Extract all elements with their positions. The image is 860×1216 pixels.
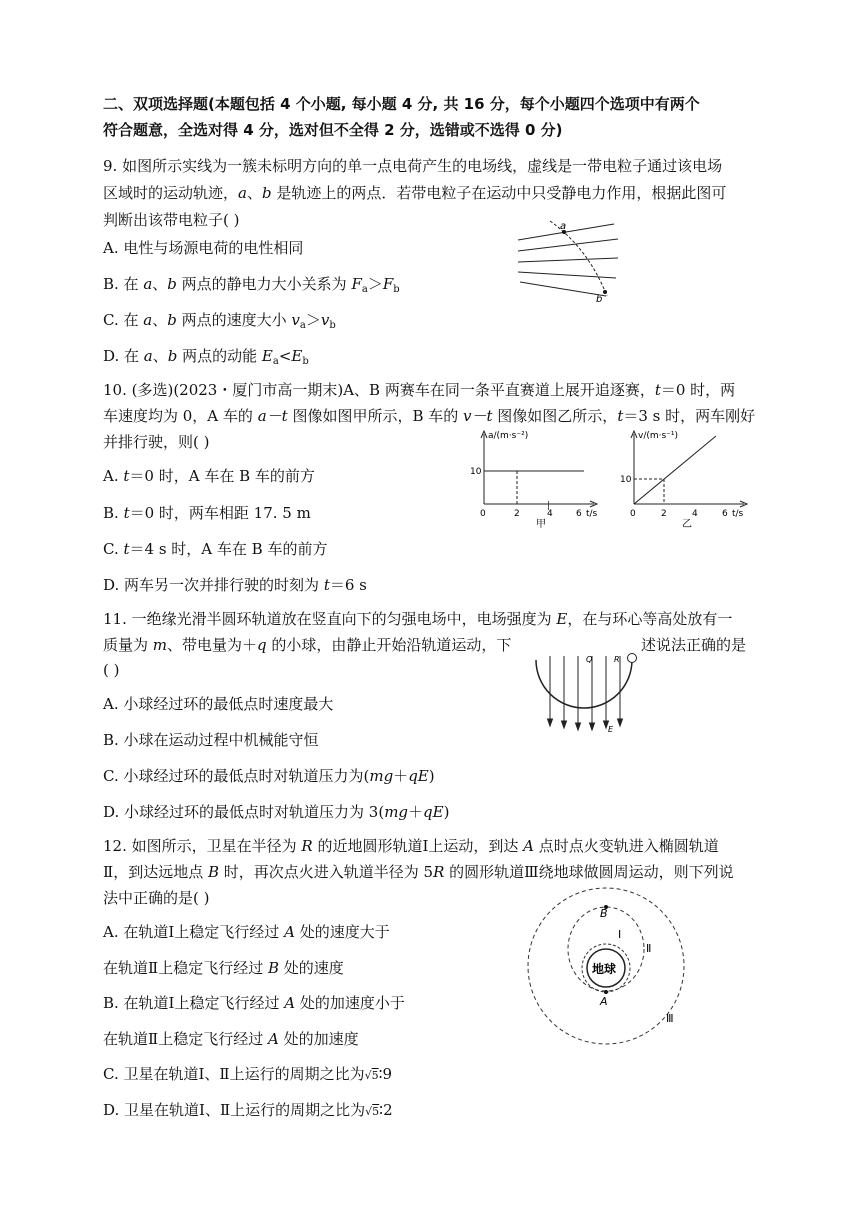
q12-option-c: C. 卫星在轨道Ⅰ、Ⅱ上运行的周期之比为√5∶9 [103, 1065, 393, 1083]
graph-a-xlabel: t/s [586, 509, 598, 519]
point-b-dot [603, 290, 607, 294]
ball [628, 654, 637, 663]
fig-label-orbit-i: Ⅰ [618, 928, 622, 941]
q10-option-c: C. t＝4 s 时，A 车在 B 车的前方 [103, 540, 328, 558]
field-line-5 [520, 282, 606, 296]
q9-stem-line3: 判断出该带电粒子( ) [103, 211, 240, 229]
fig-label-r: R [614, 655, 620, 664]
fig-label-b: B [600, 907, 608, 920]
q11-stem-line3: ( ) [103, 661, 120, 679]
q12-orbit-diagram [526, 902, 696, 1028]
q11-stem-line2-tail: 述说法正确的是 [641, 636, 747, 654]
q10-option-d: D. 两车另一次并排行驶的时刻为 t＝6 s [103, 576, 367, 594]
q10-stem-line2: 车速度均为 0，A 车的 a－t 图像如图甲所示，B 车的 v－t 图像如图乙所示，t＝3 s 时，两车刚好 [103, 407, 756, 425]
graph-v-xlabel: t/s [732, 509, 744, 519]
q11-stem-line2: 质量为 m、带电量为＋q 的小球，由静止开始沿轨道运动，下 [103, 636, 512, 654]
q12-stem-line1: 12. 如图所示，卫星在半径为 R 的近地圆形轨道Ⅰ上运动，到达 A 点时点火变轨进入椭圆轨道 [103, 837, 719, 855]
graph-a-tick-10: 10 [470, 467, 482, 477]
q12-option-b-line2: 在轨道Ⅱ上稳定飞行经过 A 处的加速度 [103, 1030, 359, 1048]
fig-label-orbit-iii: Ⅲ [666, 1012, 674, 1025]
q12-option-d: D. 卫星在轨道Ⅰ、Ⅱ上运行的周期之比为√5∶2 [103, 1101, 393, 1119]
q11-option-c: C. 小球经过环的最低点时对轨道压力为(mg＋qE) [103, 767, 435, 785]
graph-v-caption: 乙 [682, 519, 692, 530]
point-a-dot [604, 990, 608, 994]
q9-stem-line1: 9. 如图所示实线为一簇未标明方向的单一点电荷产生的电场线，虚线是一带电粒子通过该电场 [103, 157, 723, 175]
field-line-4 [518, 272, 616, 278]
earth-label: 地球 [592, 962, 617, 976]
q12-stem-line2: Ⅱ，到达远地点 B 时，再次点火进入轨道半径为 5R 的圆形轨道Ⅲ绕地球做圆周运动，则下列说 [103, 863, 734, 881]
field-line-2 [518, 239, 618, 251]
q11-option-d: D. 小球经过环的最低点时对轨道压力为 3(mg＋qE) [103, 803, 450, 821]
graph-a-tick-2: 2 [514, 509, 520, 519]
q9-field-diagram [510, 218, 628, 308]
q10-graph-a-t [462, 426, 612, 530]
fig-label-orbit-ii: Ⅱ [646, 942, 652, 955]
graph-a-tick-4-mark: | [547, 501, 551, 511]
graph-a-tick-0: 0 [480, 509, 486, 519]
graph-a-ylabel: a/(m·s⁻²) [488, 431, 529, 441]
graph-a-tick-6: 6 [576, 509, 582, 519]
q10-option-b: B. t＝0 时，两车相距 17. 5 m [103, 504, 311, 522]
q10-stem-line3: 并排行驶，则( ) [103, 433, 210, 451]
q12-option-b-line1: B. 在轨道Ⅰ上稳定飞行经过 A 处的加速度小于 [103, 994, 405, 1012]
graph-v-tick-0: 0 [630, 509, 636, 519]
q9-option-b: B. 在 a、b 两点的静电力大小关系为 $F_a>F_b$ [103, 275, 400, 295]
fig-label-e: E [608, 725, 614, 734]
q10-option-a: A. t＝0 时，A 车在 B 车的前方 [103, 467, 315, 485]
graph-v-tick-6: 6 [722, 509, 728, 519]
q12-stem-line3: 法中正确的是( ) [103, 889, 210, 907]
graph-a-tick-4: 4 [547, 509, 553, 519]
graph-v-data-line [634, 436, 716, 504]
section-heading-line1: 二、双项选择题(本题包括 4 个小题, 每小题 4 分, 共 16 分，每个小题四个选项中有两个 [103, 95, 700, 113]
q10-graph-v-t [612, 426, 762, 530]
q12-option-a-line1: A. 在轨道Ⅰ上稳定飞行经过 A 处的速度大于 [103, 923, 390, 941]
q11-ring-diagram [528, 652, 646, 738]
fig-label-a: A [600, 995, 608, 1008]
q11-stem-line1: 11. 一绝缘光滑半圆环轨道放在竖直向下的匀强电场中，电场强度为 E，在与环心等高处放有一 [103, 610, 733, 628]
graph-v-ylabel: v/(m·s⁻¹) [638, 431, 679, 441]
q9-option-c: C. 在 a、b 两点的速度大小 $v_a>v_b$ [103, 311, 336, 331]
section-heading-line2: 符合题意，全选对得 4 分，选对但不全得 2 分，选错或不选得 0 分) [103, 121, 563, 139]
graph-v-tick-4: 4 [692, 509, 698, 519]
graph-v-tick-10: 10 [620, 475, 632, 485]
fig-label-a: a [560, 221, 567, 232]
q9-stem-line2: 区域时的运动轨迹，a、b 是轨迹上的两点．若带电粒子在运动中只受静电力作用，根据此图可 [103, 184, 727, 202]
q11-option-b: B. 小球在运动过程中机械能守恒 [103, 731, 319, 749]
q11-option-a: A. 小球经过环的最低点时速度最大 [103, 695, 334, 713]
graph-v-tick-2: 2 [661, 509, 667, 519]
fig-label-b: b [596, 294, 603, 305]
q10-stem-line1: 10. (多选)(2023・厦门市高一期末)A、B 两赛车在同一条平直赛道上展开追逐赛，t＝0 时，两 [103, 381, 736, 399]
field-line-3 [518, 258, 618, 262]
field-arrows [548, 656, 623, 730]
graph-a-caption: 甲 [536, 519, 546, 530]
q9-option-a: A. 电性与场源电荷的电性相同 [103, 239, 304, 257]
q12-option-a-line2: 在轨道Ⅱ上稳定飞行经过 B 处的速度 [103, 959, 344, 977]
fig-label-q: Q [586, 655, 593, 664]
q9-option-d: D. 在 a、b 两点的动能 $E_a<E_b$ [103, 347, 309, 367]
